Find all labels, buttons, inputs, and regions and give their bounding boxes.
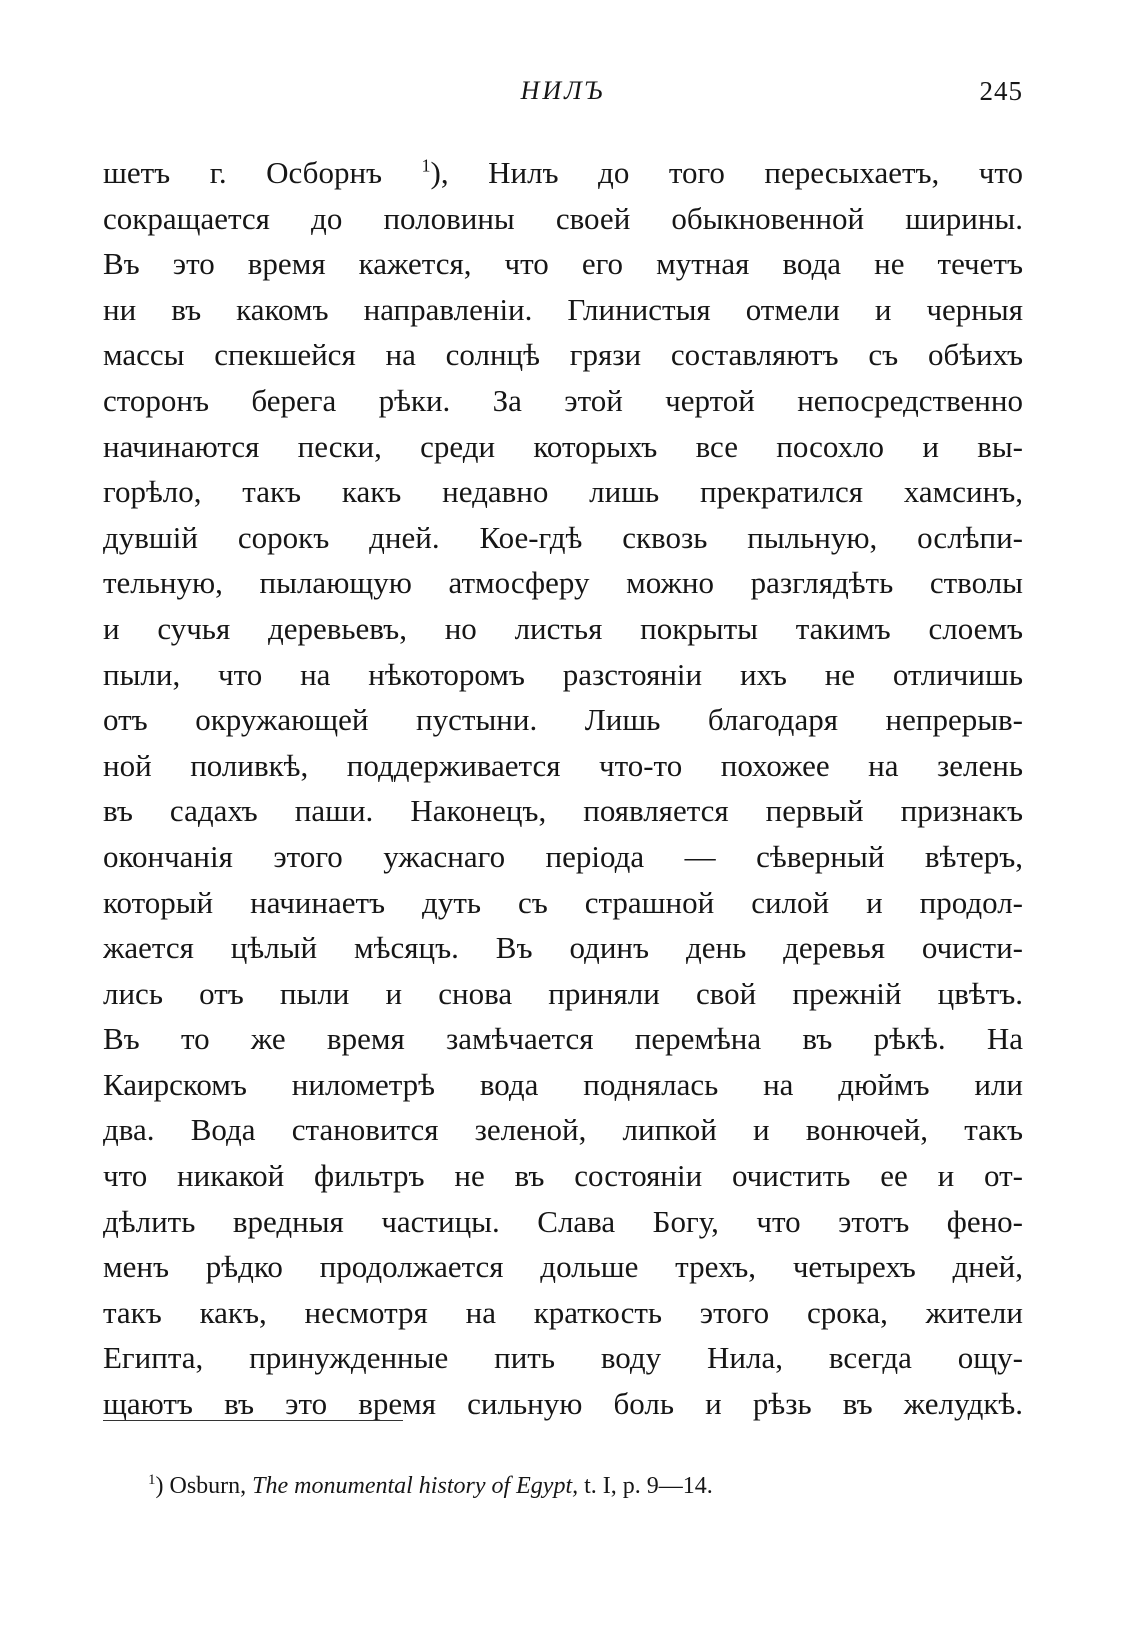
text-line: жается цѣлый мѣсяцъ. Въ одинъ день деревья очисти- [103, 930, 1023, 966]
footnote-divider [103, 1420, 403, 1421]
running-head [103, 72, 1023, 112]
text-line: Въ это время кажется, что его мутная вода не течетъ [103, 246, 1023, 282]
body-text [103, 150, 1023, 1427]
text-line: Египта, принужденные пить воду Нила, всегда ощу- [103, 1340, 1023, 1376]
text-line: лись отъ пыли и снова приняли свой прежнiй цвѣтъ. [103, 975, 1023, 1011]
text-line: и сучья деревьевъ, но листья покрыты такимъ слоемъ [103, 610, 1023, 646]
footnote-tail: t. I, p. 9—14. [578, 1473, 713, 1499]
text-line: менъ рѣдко продолжается дольше трехъ, четырехъ дней, [103, 1249, 1023, 1285]
text-line: сокращается до половины своей обыкновенной ширины. [103, 200, 1023, 236]
text-line: отъ окружающей пустыни. Лишь благодаря непрерыв- [103, 702, 1023, 738]
footnote [148, 1470, 1028, 1502]
text-line: два. Вода становится зеленой, липкой и вонючей, такъ [103, 1112, 1023, 1148]
footnote-lead: ) Osburn, [155, 1473, 253, 1499]
text-line: Въ то же время замѣчается перемѣна въ рѣкѣ. На [103, 1021, 1023, 1057]
text-line: пыли, что на нѣкоторомъ разстоянiи ихъ не отличишь [103, 656, 1023, 692]
text-line: щаютъ въ это время сильную боль и рѣзь въ желудкѣ. [103, 1386, 1023, 1422]
text-line: сторонъ берега рѣки. За этой чертой непосредственно [103, 382, 1023, 418]
footnote-mark: 1 [148, 1472, 156, 1488]
text-line: горѣло, такъ какъ недавно лишь прекратился хамсинъ, [103, 474, 1023, 510]
text-line: окончанiя этого ужаснаго перiода — сѣверный вѣтеръ, [103, 838, 1023, 874]
footnote-book-title: The monumental history of Egypt, [252, 1473, 579, 1499]
text-line: въ садахъ паши. Наконецъ, появляется первый признакъ [103, 793, 1023, 829]
text-line: тельную, пылающую атмосферу можно разглядѣть стволы [103, 565, 1023, 601]
text-line: ной поливкѣ, поддерживается что-то похожее на зелень [103, 747, 1023, 783]
text-line: что никакой фильтръ не въ состоянiи очистить ее и от- [103, 1158, 1023, 1194]
text-line: начинаются пески, среди которыхъ все посохло и вы- [103, 428, 1023, 464]
text-line: дѣлить вредныя частицы. Слава Богу, что этотъ фено- [103, 1203, 1023, 1239]
text-line: дувшiй сорокъ дней. Кое-гдѣ сквозь пыльную, ослѣпи- [103, 519, 1023, 555]
footnote-reference: 1 [421, 155, 431, 176]
page-number: 245 [979, 76, 1023, 106]
text-line: Каирскомъ нилометрѣ вода поднялась на дюймъ или [103, 1066, 1023, 1102]
text-line: массы спекшейся на солнцѣ грязи составляютъ съ обѣихъ [103, 337, 1023, 373]
text-line [103, 150, 1023, 196]
text-line-end: ), Нилъ до того пересыхаетъ, что [430, 155, 1023, 190]
running-title: НИЛЪ [520, 76, 606, 105]
text-line: ни въ какомъ направленiи. Глинистыя отмели и черныя [103, 291, 1023, 327]
text-line: который начинаетъ дуть съ страшной силой и продол- [103, 884, 1023, 920]
text-line-start: шетъ г. Осборнъ [103, 155, 383, 190]
text-line: такъ какъ, несмотря на краткость этого срока, жители [103, 1294, 1023, 1330]
